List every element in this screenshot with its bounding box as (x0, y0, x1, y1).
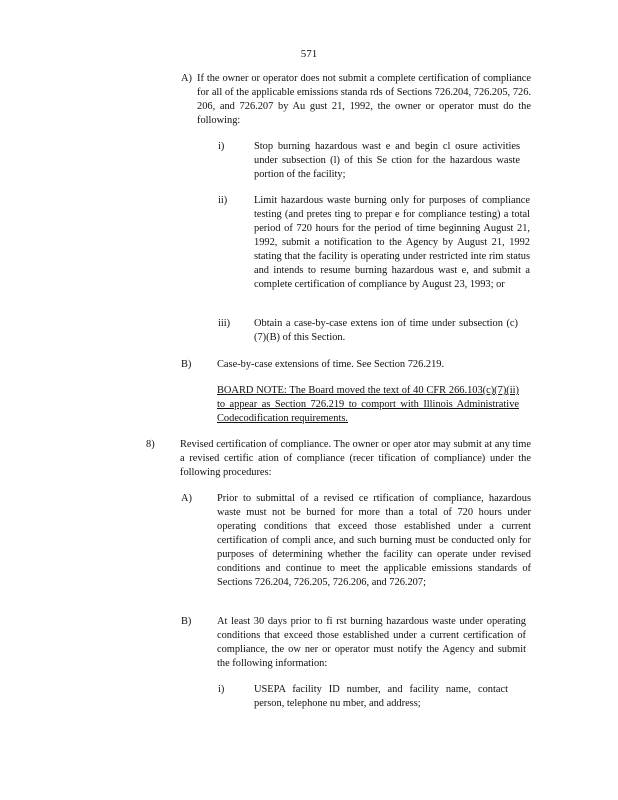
paragraph-8-b-label: B) (181, 616, 192, 627)
paragraph-a-label: A) (181, 73, 192, 84)
paragraph-b-text: Case-by-case extensions of time. See Section 726.219. (217, 359, 445, 370)
paragraph-8 (146, 438, 531, 480)
item-a-iii-label: iii) (218, 318, 231, 329)
item-a-i (218, 140, 520, 182)
paragraph-8-a-label: A) (181, 493, 192, 504)
item-8-b-i (218, 683, 508, 711)
paragraph-8-b (181, 615, 526, 671)
paragraph-8-b-text: At least 30 days prior to fi rst burning hazardous waste under operating conditions that exceed those established under a current certification of compliance, the ow ner or operator must notify the Agency and submit the following information: (217, 616, 526, 669)
item-a-ii-text: Limit hazardous waste burning only for purposes of compliance testing (and pretes ting to prepar e for compliance testing) a total period of 720 hours for the period of time beginning August 21, 1992, submit a notification to the Agency by August 21, 1992 stating that the facility is operating under restricted inte rim status and intends to resume burning hazardous wast e, and submit a complete certification of compliance by August 23, 1993; or (254, 195, 530, 290)
paragraph-8-text: Revised certification of compliance. The owner or oper ator may submit at any time a revised certific ation of compliance (recer tification of compliance) under the following procedures: (180, 439, 531, 478)
item-a-iii (218, 317, 518, 345)
paragraph-b (181, 358, 511, 372)
item-8-b-i-label: i) (218, 684, 225, 695)
paragraph-8-label: 8) (146, 439, 155, 450)
item-a-ii-label: ii) (218, 195, 228, 206)
paragraph-a (181, 72, 531, 128)
paragraph-a-text: If the owner or operator does not submit a complete certification of compliance for all of the applicable emissions standa rds of Sections 726.204, 726.205, 726. 206, and 726.207 by Au gust 21, 1992, the owner or operator must do the following: (197, 73, 531, 126)
item-a-iii-text: Obtain a case-by-case extens ion of time under subsection (c)(7)(B) of this Section. (254, 318, 518, 343)
paragraph-8-a (181, 492, 531, 590)
board-note (217, 384, 519, 426)
item-a-ii (218, 194, 530, 292)
paragraph-8-a-text: Prior to submittal of a revised ce rtification of compliance, hazardous waste must not be burned for more than a total of 720 hours under operating conditions that exceed those established under a current certification of compli ance, and such burning must be conducted only for purposes of determining whether the facility can operate under revised conditions and continue to meet the applicable emissions standards of Sections 726.204, 726.205, 726.206, and 726.207; (217, 493, 531, 588)
item-a-i-text: Stop burning hazardous wast e and begin cl osure activities under subsection (l) of this Se ction for the hazardous waste portion of the facility; (254, 141, 520, 180)
page-number: 571 (300, 48, 318, 60)
paragraph-b-label: B) (181, 359, 192, 370)
item-8-b-i-text: USEPA facility ID number, and facility name, contact person, telephone nu mber, and address; (254, 684, 508, 709)
board-note-text: BOARD NOTE: The Board moved the text of 40 CFR 266.103(c)(7)(ii) to appear as Section 726.219 to comport with Illinois Administrative Codecodification requirements. (217, 385, 519, 424)
item-a-i-label: i) (218, 141, 225, 152)
